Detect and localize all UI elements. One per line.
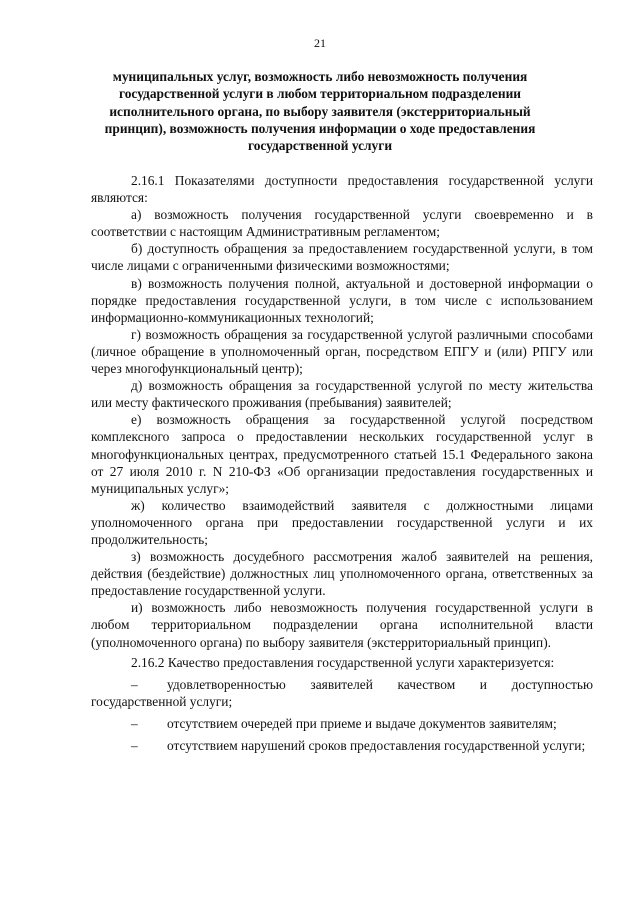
paragraph-2-16-1: 2.16.1 Показателями доступности предоставления государственной услуги являются: xyxy=(91,173,593,206)
dash-item-text: удовлетворенностью заявителей качеством и доступностью государственной услуги; xyxy=(91,676,593,709)
list-item-i: и) возможность либо невозможность получения государственной услуги в любом территориальном подразделении органа исполнительной власти (уполномоченного органа) по выбору заявителя (экстерриториальный принцип). xyxy=(91,600,593,650)
dash-marker: – xyxy=(131,738,138,753)
list-item-b: б) доступность обращения за предоставлением государственной услуги, в том числе лицами с ограниченными физическими возможностями; xyxy=(91,241,593,274)
section-heading: муниципальных услуг, возможность либо невозможность получения государственной услуги в любом территориальном подразделении исполнительного органа, по выбору заявителя (экстерриториальный принцип), возможность получения информации о ходе предоставления государственной услуги xyxy=(104,69,536,154)
paragraph-2-16-2: 2.16.2 Качество предоставления государственной услуги характеризуется: xyxy=(131,654,555,670)
list-item-d: д) возможность обращения за государственной услугой по месту жительства или месту фактического проживания (пребывания) заявителей; xyxy=(91,378,593,411)
list-item-g: г) возможность обращения за государственной услугой различными способами (личное обращение в уполномоченный орган, посредством ЕПГУ и (или) РПГУ или через многофункциональный центр); xyxy=(91,326,593,377)
list-item-e: е) возможность обращения за государственной услугой посредством комплексного запроса о предоставлении нескольких государственной услуг в многофункциональных центрах, предусмотренного статьей 15.1 Федерального закона от 27 июля 2010 г. N 210-ФЗ «Об организации предоставления государственных и муниципальных услуг»; xyxy=(91,412,593,496)
dash-item-text: отсутствием очередей при приеме и выдаче документов заявителям; xyxy=(167,715,557,731)
list-item-a: а) возможность получения государственной услуги своевременно и в соответствии с настоящим Административным регламентом; xyxy=(91,207,593,240)
dash-item xyxy=(91,715,593,732)
dash-marker: – xyxy=(131,676,138,692)
list-item-v: в) возможность получения полной, актуальной и достоверной информации о порядке предоставления государственной услуги, в том числе с использованием информационно-коммуникационных технологий; xyxy=(91,275,593,325)
list-item-zh: ж) количество взаимодействий заявителя с должностными лицами уполномоченного органа при предоставлении государственной услуги и их продолжительность; xyxy=(91,497,593,547)
dash-item xyxy=(91,737,593,754)
dash-item-text: отсутствием нарушений сроков предоставления государственной услуги; xyxy=(167,738,586,753)
document-body xyxy=(91,172,593,754)
dash-marker: – xyxy=(131,715,138,731)
page-number: 21 xyxy=(314,36,326,50)
list-item-z: з) возможность досудебного рассмотрения жалоб заявителей на решения, действия (бездействие) должностных лиц уполномоченного органа, ответственных за предоставление государственной услуги. xyxy=(91,549,593,599)
dash-item xyxy=(91,676,593,710)
